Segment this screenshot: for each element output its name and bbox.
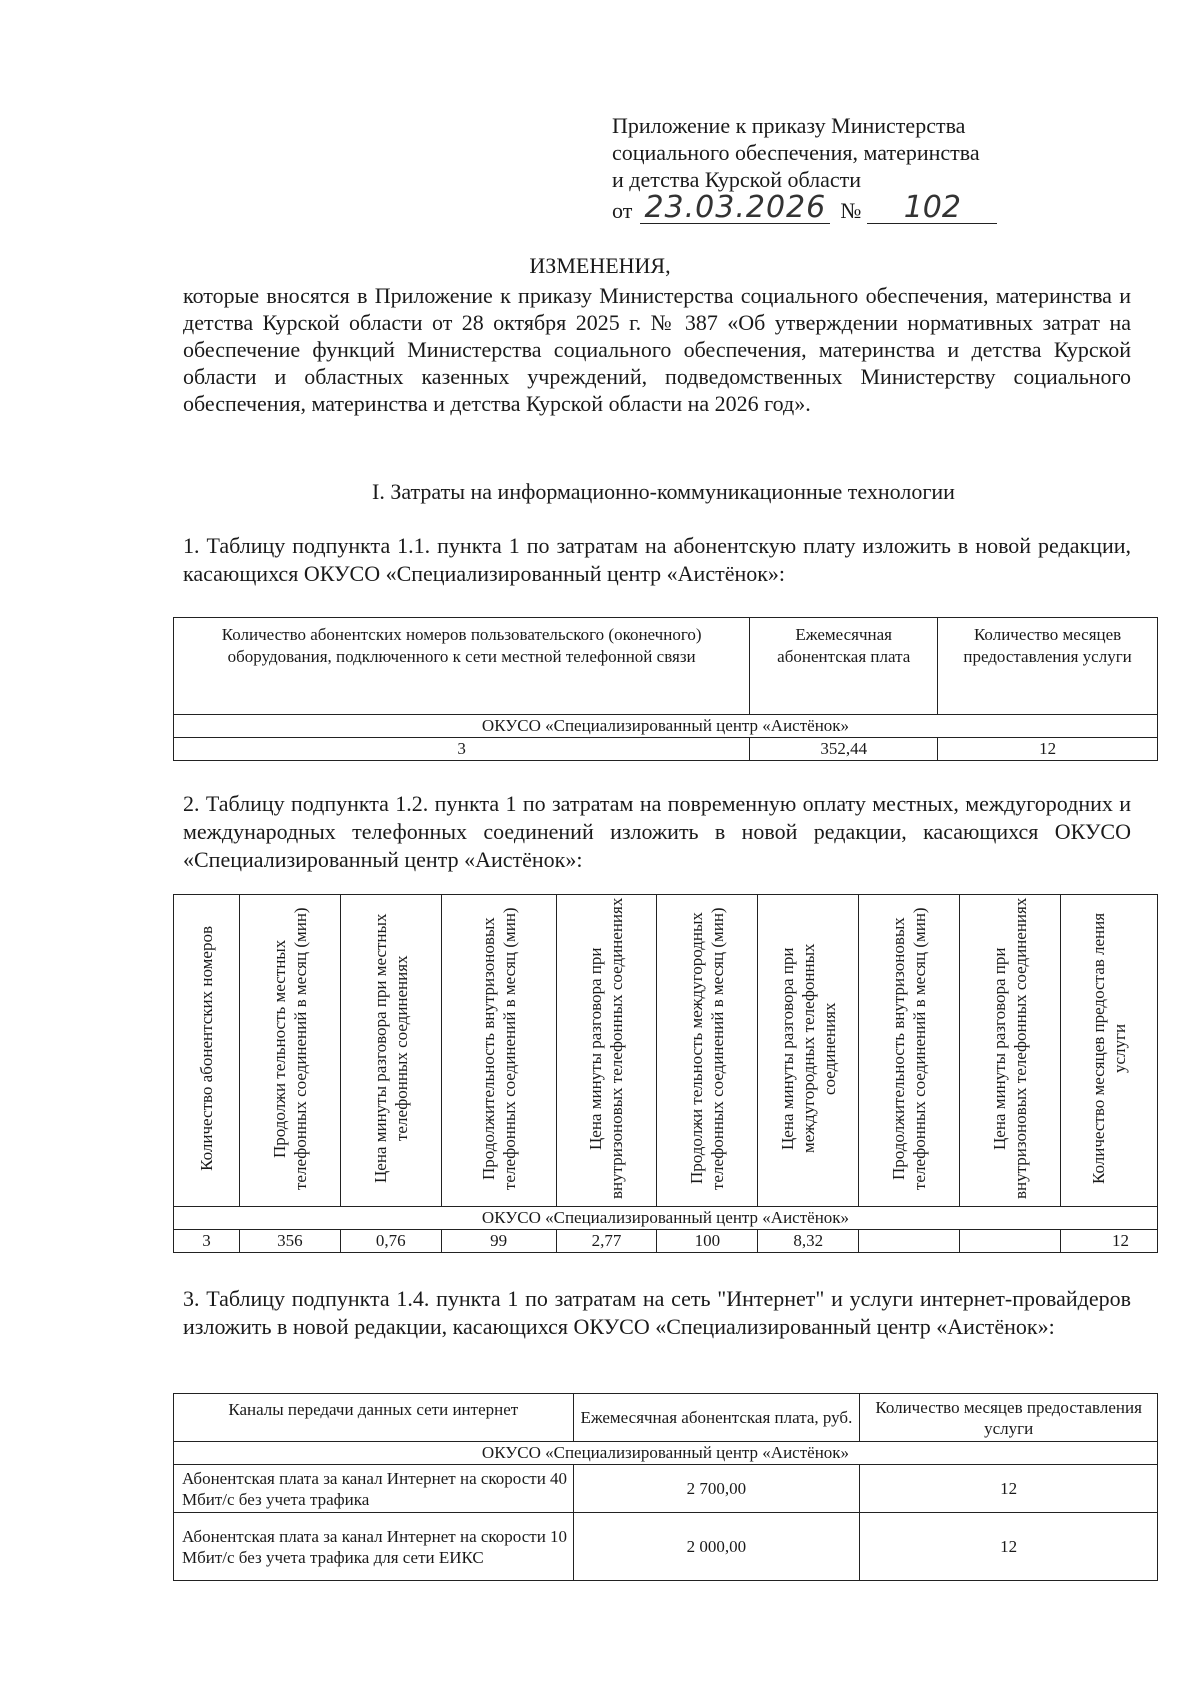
paragraph-1: 1. Таблицу подпункта 1.1. пункта 1 по затратам на абонентскую плату изложить в новой редакции, касающихся ОКУСО «Специализированный центр «Аистёнок»: xyxy=(183,533,1131,586)
paragraph-2: 2. Таблицу подпункта 1.2. пункта 1 по затратам на повременную оплату местных, междугородних и международных телефонных соединений изложить в новой редакции, касающихся ОКУСО «Специализированный центр «Аистёнок»: xyxy=(183,791,1131,872)
column-header xyxy=(239,895,340,1207)
table-cell xyxy=(960,1230,1061,1253)
table-cell xyxy=(859,1230,960,1253)
table-cell: Абонентская плата за канал Интернет на скорости 40 Мбит/с без учета трафика xyxy=(174,1465,574,1513)
column-header xyxy=(1061,895,1158,1207)
from-label: от xyxy=(612,198,633,223)
table-cell: 3 xyxy=(174,738,750,761)
column-header: Количество абонентских номеров пользовательского (оконечного) оборудования, подключенного к сети местной телефонной связи xyxy=(174,618,750,715)
column-header: Каналы передачи данных сети интернет xyxy=(174,1394,574,1442)
table-header-row xyxy=(174,618,1158,715)
paragraph-3: 3. Таблицу подпункта 1.4. пункта 1 по затратам на сеть "Интернет" и услуги интернет-провайдеров изложить в новой редакции, касающихся ОКУСО «Специализированный центр «Аистёнок»: xyxy=(183,1286,1131,1339)
column-header xyxy=(441,895,556,1207)
table-cell: 12 xyxy=(860,1465,1158,1513)
table-cell: 3 xyxy=(174,1230,240,1253)
table-row xyxy=(174,738,1158,761)
internet-table xyxy=(173,1393,1158,1581)
table-cell: 0,76 xyxy=(340,1230,441,1253)
handwritten-date: 23.03.2026 xyxy=(640,193,830,224)
table-cell: 2 000,00 xyxy=(573,1513,860,1581)
appendix-line-3: и детства Курской области xyxy=(612,167,862,192)
table-cell: 99 xyxy=(441,1230,556,1253)
org-row xyxy=(174,715,1158,738)
column-header xyxy=(960,895,1061,1207)
table-cell: 2,77 xyxy=(556,1230,657,1253)
column-header-text: Цена минуты разговора при междугородных телефонных соединениях xyxy=(777,943,839,1153)
column-header-text: Цена минуты разговора при местных телефонных соединениях xyxy=(370,913,411,1183)
column-header xyxy=(340,895,441,1207)
table-cell: 352,44 xyxy=(750,738,938,761)
column-header xyxy=(758,895,859,1207)
document-title: ИЗМЕНЕНИЯ, xyxy=(529,253,671,278)
column-header xyxy=(174,895,240,1207)
org-name: ОКУСО «Специализированный центр «Аистёнок» xyxy=(174,1442,1158,1465)
table-cell: 12 xyxy=(1061,1230,1158,1253)
appendix-line-2: социального обеспечения, материнства xyxy=(612,140,980,165)
table-header-row xyxy=(174,895,1158,1207)
table-cell: 100 xyxy=(657,1230,758,1253)
table-cell: 356 xyxy=(239,1230,340,1253)
table-row xyxy=(174,1513,1158,1581)
column-header-text: Количество абонентских номеров xyxy=(196,925,216,1171)
appendix-line-1: Приложение к приказу Министерства xyxy=(612,113,966,138)
column-header: Количество месяцев предоставления услуги xyxy=(860,1394,1158,1442)
subscription-fee-table xyxy=(173,617,1158,761)
column-header: Ежемесячная абонентская плата xyxy=(750,618,938,715)
column-header-text: Продолжи тельность местных телефонных соединений в месяц (мин) xyxy=(269,906,310,1190)
table-header-row xyxy=(174,1394,1158,1442)
org-name: ОКУСО «Специализированный центр «Аистёнок» xyxy=(174,1207,1158,1230)
table-cell: 12 xyxy=(860,1513,1158,1581)
section-heading: I. Затраты на информационно-коммуникационные технологии xyxy=(372,479,955,504)
column-header xyxy=(859,895,960,1207)
handwritten-number: 102 xyxy=(867,193,997,224)
call-charges-table xyxy=(173,894,1158,1253)
column-header-text: Продолжительность внутризоновых телефонных соединений в месяц (мин) xyxy=(889,906,930,1190)
number-label: № xyxy=(840,198,862,223)
org-name: ОКУСО «Специализированный центр «Аистёнок» xyxy=(174,715,1158,738)
column-header-text: Цена минуты разговора при внутризоновых телефонных соединениях xyxy=(990,897,1031,1199)
table-cell: 2 700,00 xyxy=(573,1465,860,1513)
column-header-text: Количество месяцев предостав ления услуги xyxy=(1089,912,1130,1184)
intro-paragraph: которые вносятся в Приложение к приказу Министерства социального обеспечения, материнства и детства Курской области от 28 октября 2025 г. № 387 «Об утверждении нормативных затрат на обеспечение функций Министерства социального обеспечения, материнства и детства Курской области и областных казенных учреждений, подведомственных Министерству социального обеспечения, материнства и детства Курской области на 2026 год». xyxy=(183,283,1131,416)
column-header-text: Цена минуты разговора при внутризоновых телефонных соединениях xyxy=(586,897,627,1199)
appendix-block xyxy=(612,112,1032,224)
org-row xyxy=(174,1207,1158,1230)
column-header xyxy=(657,895,758,1207)
column-header-text: Продолжи тельность междугородных телефонных соединений в месяц (мин) xyxy=(687,906,728,1190)
column-header: Количество месяцев предоставления услуги xyxy=(938,618,1158,715)
table-row xyxy=(174,1230,1158,1253)
table-row xyxy=(174,1465,1158,1513)
table-cell: Абонентская плата за канал Интернет на скорости 10 Мбит/с без учета трафика для сети ЕИКС xyxy=(174,1513,574,1581)
table-cell: 8,32 xyxy=(758,1230,859,1253)
org-row xyxy=(174,1442,1158,1465)
column-header-text: Продолжительность внутризоновых телефонных соединений в месяц (мин) xyxy=(478,906,519,1190)
table-cell: 12 xyxy=(938,738,1158,761)
column-header: Ежемесячная абонентская плата, руб. xyxy=(573,1394,860,1442)
order-date-number-line xyxy=(612,190,1032,225)
column-header xyxy=(556,895,657,1207)
